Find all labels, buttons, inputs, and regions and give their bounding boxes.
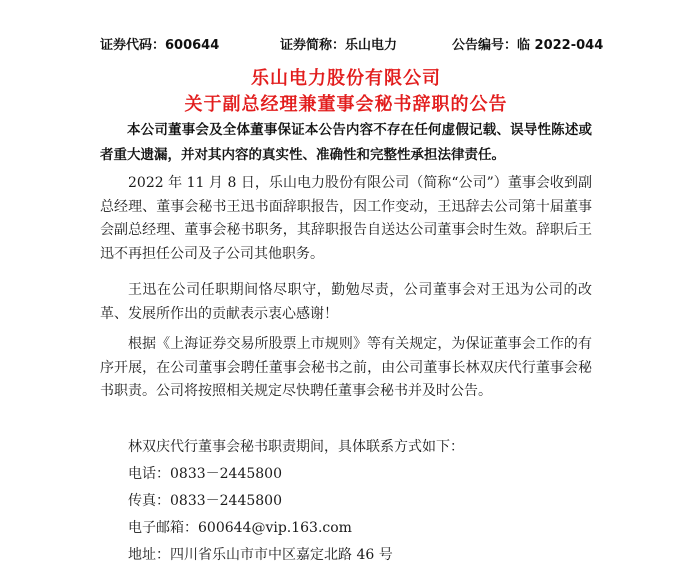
disclaimer-statement: 本公司董事会及全体董事保证本公告内容不存在任何虚假记载、误导性陈述或者重大遗漏，并对其内容的真实性、准确性和完整性承担法律责任。 — [100, 122, 592, 163]
contact-address: 地址：四川省乐山市市中区嘉定北路 46 号 — [128, 547, 393, 563]
paragraph-thanks: 王迅在公司任职期间恪尽职守，勤勉尽责，公司董事会对王迅为公司的改革、发展所作出的贡献表示衷心感谢！ — [100, 282, 592, 322]
contact-email: 电子邮箱：600644@vip.163.com — [128, 520, 352, 536]
contact-fax: 传真：0833－2445800 — [128, 493, 282, 509]
company-title: 乐山电力股份有限公司 — [251, 68, 441, 89]
paragraph-resignation: 2022 年 11 月 8 日，乐山电力股份有限公司（简称“公司”）董事会收到副总经理、董事会秘书王迅书面辞职报告，因工作变动，王迅辞去公司第十届董事会副总经理、董事会秘书职务，其辞职报告自送达公司董事会时生效。辞职后王迅不再担任公司及子公司其他职务。 — [100, 175, 592, 262]
stock-code: 证券代码：600644 — [100, 38, 220, 53]
paragraph-contact-intro: 林双庆代行董事会秘书职责期间，具体联系方式如下： — [128, 439, 464, 455]
contact-phone: 电话：0833－2445800 — [128, 466, 282, 482]
stock-abbreviation: 证券简称：乐山电力 — [280, 38, 398, 53]
announcement-number: 公告编号：临 2022-044 — [452, 38, 604, 53]
paragraph-acting-secretary: 根据《上海证券交易所股票上市规则》等有关规定，为保证董事会工作的有序开展，在公司董事会聘任董事会秘书之前，由公司董事长林双庆代行董事会秘书职责。公司将按照相关规定尽快聘任董事会秘书并及时公告。 — [100, 336, 592, 399]
announcement-title: 关于副总经理兼董事会秘书辞职的公告 — [184, 94, 508, 115]
document-header — [0, 34, 692, 54]
